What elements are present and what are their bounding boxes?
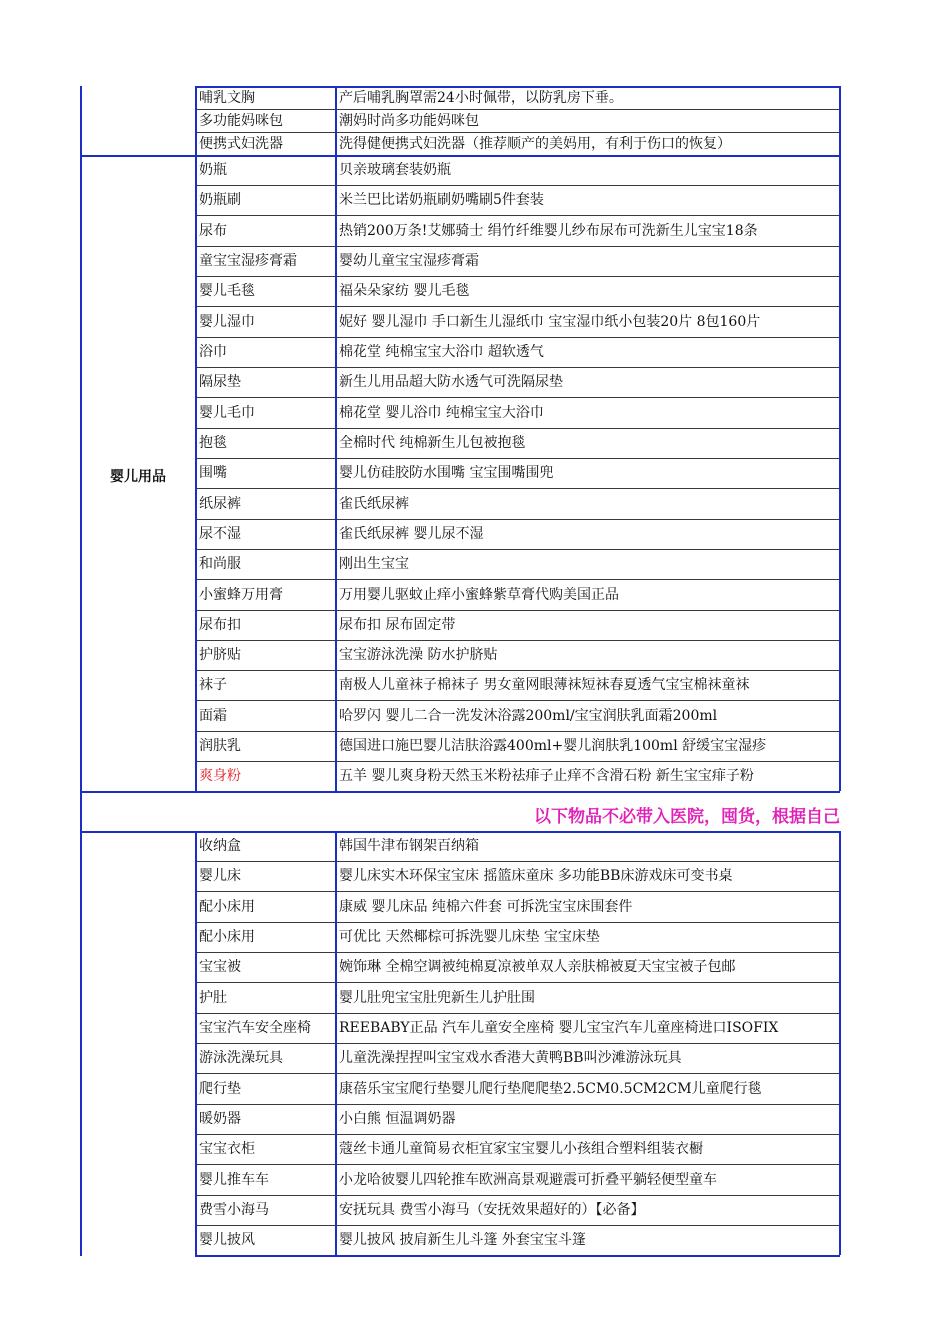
- item-name-cell: 宝宝被: [199, 959, 241, 975]
- item-name-cell: 宝宝衣柜: [199, 1141, 255, 1157]
- banner-border-top: [80, 791, 840, 793]
- item-description-cell: 棉花堂 纯棉宝宝大浴巾 超软透气: [339, 344, 544, 360]
- item-description-cell: 米兰巴比诺奶瓶刷奶嘴刷5件套装: [339, 192, 544, 208]
- row-border: [195, 306, 840, 307]
- row-border: [195, 1255, 840, 1257]
- item-name-cell: 爬行垫: [199, 1081, 241, 1097]
- item-description-cell: REEBABY正品 汽车儿童安全座椅 婴儿宝宝汽车儿童座椅进口ISOFIX: [339, 1020, 779, 1036]
- item-description-cell: 婴儿肚兜宝宝肚兜新生儿护肚围: [339, 990, 535, 1006]
- row-border: [195, 922, 840, 923]
- row-border: [195, 488, 840, 489]
- item-description-cell: 婴幼儿童宝宝湿疹膏霜: [339, 253, 479, 269]
- item-name-cell: 润肤乳: [199, 738, 241, 754]
- item-description-cell: 全棉时代 纯棉新生儿包被抱毯: [339, 435, 526, 451]
- row-border: [195, 579, 840, 580]
- item-name-cell: 爽身粉: [199, 768, 241, 784]
- banner-border-bottom: [80, 831, 840, 833]
- item-description-cell: 哈罗闪 婴儿二合一洗发沐浴露200ml/宝宝润肤乳面霜200ml: [339, 708, 718, 724]
- row-border: [195, 155, 840, 157]
- item-name-cell: 哺乳文胸: [199, 90, 255, 106]
- row-border: [195, 861, 840, 862]
- item-description-cell: 可优比 天然椰棕可拆洗婴儿床垫 宝宝床垫: [339, 929, 600, 945]
- row-border: [195, 215, 840, 216]
- item-name-cell: 尿布: [199, 223, 227, 239]
- item-description-cell: 刚出生宝宝: [339, 556, 409, 572]
- item-description-cell: 小白熊 恒温调奶器: [339, 1111, 456, 1127]
- row-border: [195, 458, 840, 459]
- item-name-cell: 小蜜蜂万用膏: [199, 587, 283, 603]
- item-name-cell: 配小床用: [199, 929, 255, 945]
- item-name-cell: 配小床用: [199, 899, 255, 915]
- item-description-cell: 万用婴儿驱蚊止痒小蜜蜂紫草膏代购美国正品: [339, 587, 619, 603]
- row-border: [195, 1195, 840, 1196]
- item-description-cell: 妮好 婴儿湿巾 手口新生儿湿纸巾 宝宝湿巾纸小包装20片 8包160片: [339, 314, 761, 330]
- item-name-cell: 护脐贴: [199, 647, 241, 663]
- row-border: [195, 1073, 840, 1074]
- item-name-cell: 收纳盒: [199, 838, 241, 854]
- column-border: [195, 86, 197, 155]
- column-border: [839, 86, 841, 155]
- row-border: [195, 1225, 840, 1226]
- item-description-cell: 雀氏纸尿裤: [339, 496, 409, 512]
- item-name-cell: 婴儿毛巾: [199, 405, 255, 421]
- item-name-cell: 婴儿推车车: [199, 1172, 269, 1188]
- item-description-cell: 婴儿仿硅胶防水围嘴 宝宝围嘴围兜: [339, 465, 554, 481]
- row-border: [195, 276, 840, 277]
- column-border: [839, 831, 841, 1255]
- item-name-cell: 婴儿毛毯: [199, 283, 255, 299]
- row-border: [195, 109, 840, 110]
- row-border: [195, 132, 840, 133]
- row-border: [195, 700, 840, 701]
- row-border: [195, 367, 840, 368]
- item-name-cell: 围嘴: [199, 465, 227, 481]
- item-description-cell: 德国进口施巴婴儿洁肤浴露400ml+婴儿润肤乳100ml 舒缓宝宝湿疹: [339, 738, 767, 754]
- row-border: [195, 1013, 840, 1014]
- category-column-border: [80, 86, 82, 1256]
- item-description-cell: 安抚玩具 费雪小海马（安抚效果超好的）【必备】: [339, 1202, 645, 1218]
- row-border: [195, 1164, 840, 1165]
- row-border: [195, 952, 840, 953]
- row-border: [195, 86, 840, 88]
- item-name-cell: 奶瓶刷: [199, 192, 241, 208]
- item-description-cell: 洗得健便携式妇洗器（推荐顺产的美妈用，有利于伤口的恢复）: [339, 136, 731, 152]
- item-description-cell: 蔻丝卡通儿童简易衣柜宜家宝宝婴儿小孩组合塑料组装衣橱: [339, 1141, 703, 1157]
- row-border: [195, 185, 840, 186]
- item-name-cell: 便携式妇洗器: [199, 136, 283, 152]
- item-description-cell: 康蓓乐宝宝爬行垫婴儿爬行垫爬爬垫2.5CM0.5CM2CM儿童爬行毯: [339, 1081, 762, 1097]
- item-description-cell: 福朵朵家纺 婴儿毛毯: [339, 283, 470, 299]
- row-border: [195, 640, 840, 641]
- column-border: [335, 86, 337, 155]
- column-border: [195, 155, 197, 791]
- column-border: [335, 155, 337, 791]
- item-name-cell: 婴儿披风: [199, 1232, 255, 1248]
- row-border: [195, 519, 840, 520]
- item-description-cell: 产后哺乳胸罩需24小时佩带，以防乳房下垂。: [339, 90, 623, 106]
- row-border: [195, 428, 840, 429]
- row-border: [195, 1104, 840, 1105]
- item-name-cell: 童宝宝湿疹膏霜: [199, 253, 297, 269]
- item-name-cell: 袜子: [199, 677, 227, 693]
- item-name-cell: 浴巾: [199, 344, 227, 360]
- row-border: [195, 891, 840, 892]
- item-description-cell: 新生儿用品超大防水透气可洗隔尿垫: [339, 374, 563, 390]
- item-name-cell: 纸尿裤: [199, 496, 241, 512]
- item-description-cell: 潮妈时尚多功能妈咪包: [339, 113, 479, 129]
- row-border: [195, 246, 840, 247]
- item-description-cell: 南极人儿童袜子棉袜子 男女童网眼薄袜短袜春夏透气宝宝棉袜童袜: [339, 677, 750, 693]
- item-name-cell: 多功能妈咪包: [199, 113, 283, 129]
- item-name-cell: 费雪小海马: [199, 1202, 269, 1218]
- item-name-cell: 奶瓶: [199, 162, 227, 178]
- item-name-cell: 游泳洗澡玩具: [199, 1050, 283, 1066]
- item-name-cell: 抱毯: [199, 435, 227, 451]
- item-name-cell: 宝宝汽车安全座椅: [199, 1020, 311, 1036]
- row-border: [195, 1043, 840, 1044]
- item-description-cell: 热销200万条!艾娜骑士 绢竹纤维婴儿纱布尿布可洗新生儿宝宝18条: [339, 223, 758, 239]
- row-border: [195, 731, 840, 732]
- item-name-cell: 婴儿床: [199, 868, 241, 884]
- item-name-cell: 护肚: [199, 990, 227, 1006]
- item-description-cell: 婴儿披风 披肩新生儿斗篷 外套宝宝斗篷: [339, 1232, 586, 1248]
- row-border: [195, 1134, 840, 1135]
- item-description-cell: 小龙哈彼婴儿四轮推车欧洲高景观避震可折叠平躺轻便型童车: [339, 1172, 717, 1188]
- row-border: [195, 397, 840, 398]
- row-border: [195, 982, 840, 983]
- item-name-cell: 尿布扣: [199, 617, 241, 633]
- column-border: [195, 831, 197, 1255]
- item-description-cell: 康威 婴儿床品 纯棉六件套 可拆洗宝宝床围套件: [339, 899, 633, 915]
- item-description-cell: 棉花堂 婴儿浴巾 纯棉宝宝大浴巾: [339, 405, 544, 421]
- item-name-cell: 暖奶器: [199, 1111, 241, 1127]
- row-border: [195, 761, 840, 762]
- category-border: [80, 155, 195, 157]
- item-description-cell: 雀氏纸尿裤 婴儿尿不湿: [339, 526, 484, 542]
- notice-banner: 以下物品不必带入医院，囤货，根据自己: [534, 807, 840, 827]
- item-description-cell: 五羊 婴儿爽身粉天然玉米粉祛痱子止痒不含滑石粉 新生宝宝痱子粉: [339, 768, 754, 784]
- item-description-cell: 婴儿床实木环保宝宝床 摇篮床童床 多功能BB床游戏床可变书桌: [339, 868, 733, 884]
- item-description-cell: 婉饰琳 全棉空调被纯棉夏凉被单双人亲肤棉被夏天宝宝被子包邮: [339, 959, 736, 975]
- item-description-cell: 尿布扣 尿布固定带: [339, 617, 456, 633]
- category-label-baby-items: 婴儿用品: [110, 469, 166, 485]
- row-border: [195, 670, 840, 671]
- item-name-cell: 尿不湿: [199, 526, 241, 542]
- item-description-cell: 儿童洗澡捏捏叫宝宝戏水香港大黄鸭BB叫沙滩游泳玩具: [339, 1050, 682, 1066]
- item-name-cell: 隔尿垫: [199, 374, 241, 390]
- item-description-cell: 贝亲玻璃套装奶瓶: [339, 162, 451, 178]
- item-name-cell: 面霜: [199, 708, 227, 724]
- row-border: [195, 337, 840, 338]
- row-border: [195, 610, 840, 611]
- item-name-cell: 和尚服: [199, 556, 241, 572]
- item-description-cell: 韩国牛津布钢架百纳箱: [339, 838, 479, 854]
- item-description-cell: 宝宝游泳洗澡 防水护脐贴: [339, 647, 498, 663]
- item-name-cell: 婴儿湿巾: [199, 314, 255, 330]
- column-border: [335, 831, 337, 1255]
- row-border: [195, 549, 840, 550]
- column-border: [839, 155, 841, 791]
